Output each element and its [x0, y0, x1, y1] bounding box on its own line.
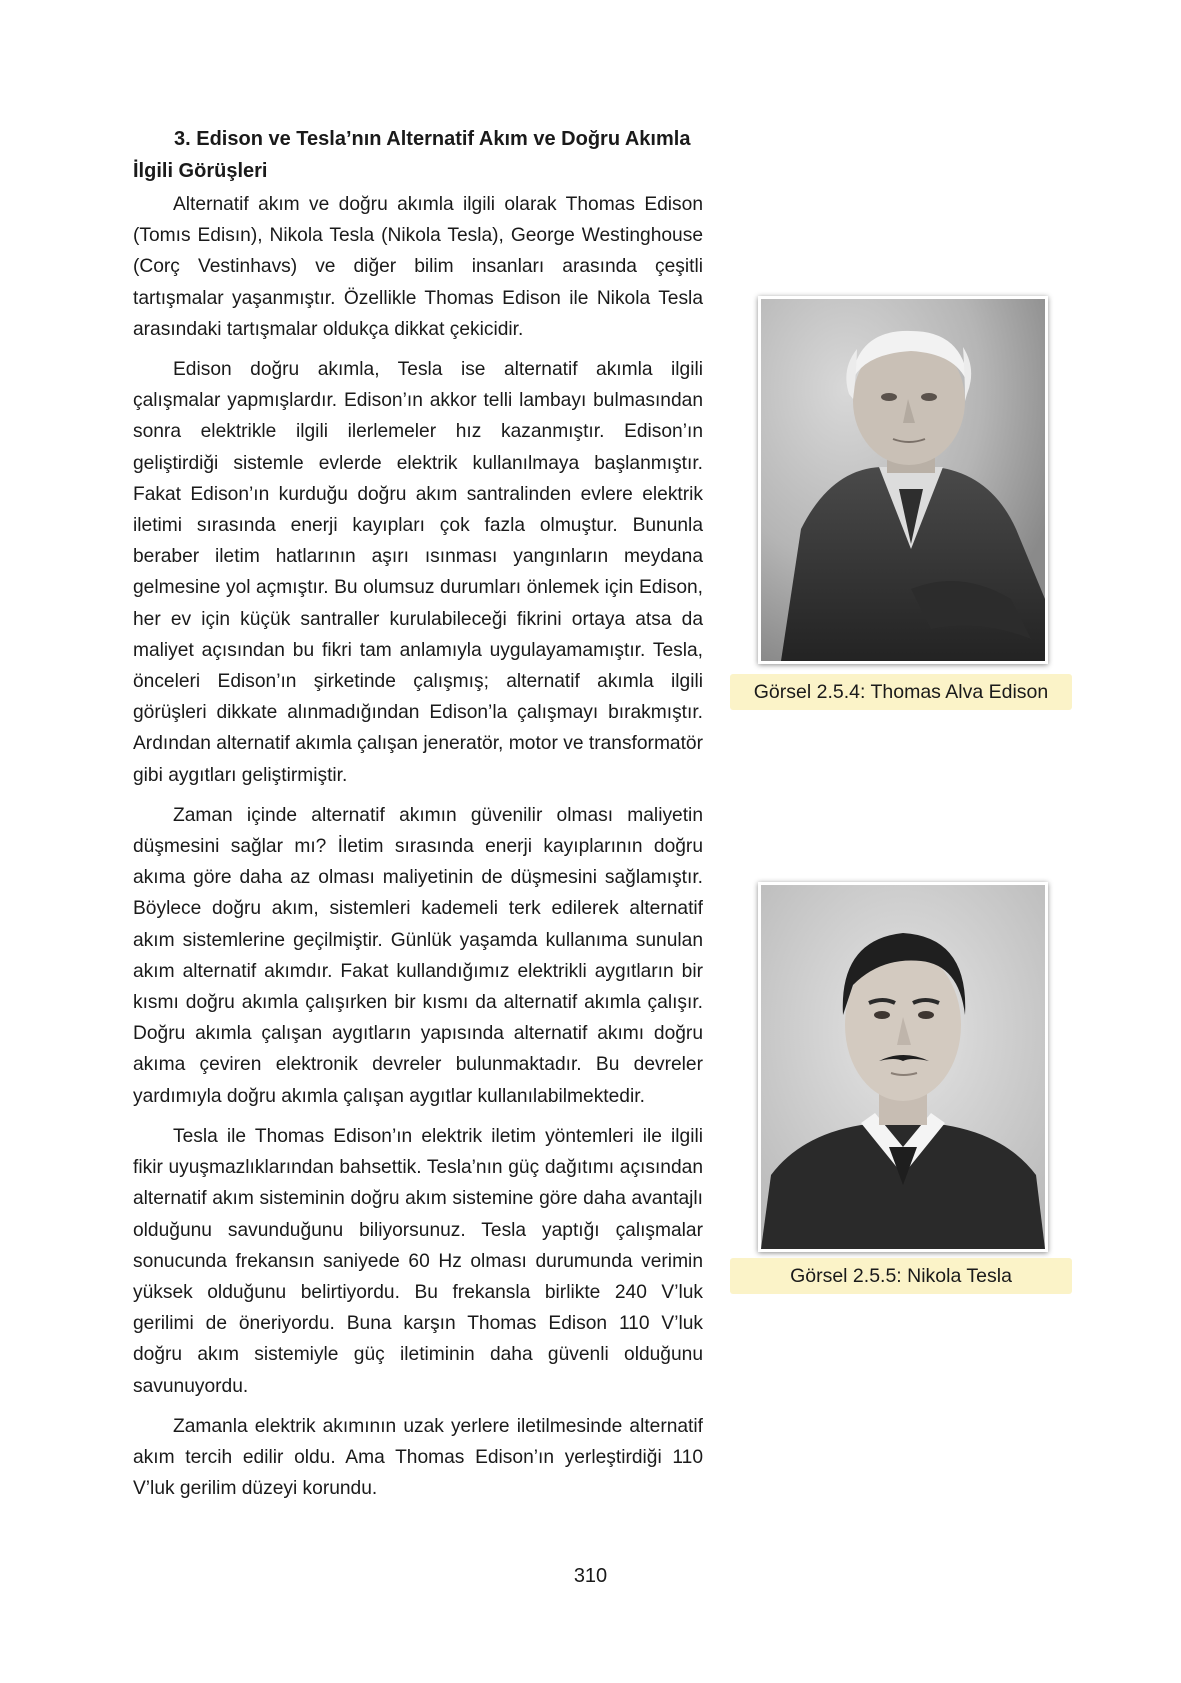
paragraph-2: Edison doğru akımla, Tesla ise alternatif akımla ilgili çalışmalar yapmışlardır. Edison’ın akkor telli lambayı bulmasından sonra elektrikle ilgili ilerlemeler hız kazanmıştır. Edison’ın geliştirdiği sistemle evlerde elektrik kullanılmaya başlanmıştır. Fakat Edison’ın kurduğu doğru akım santralinden evlere elektrik iletimi sırasında enerji kayıpları çok fazla olmuştur. Bununla beraber iletim hatlarının aşırı ısınması yangınların meydana gelmesine yol açmıştır. Bu olumsuz durumları önlemek için Edison, her ev için küçük santraller kurulabileceği fikrini ortaya atsa da maliyet açısından bu fikri tam anlamıyla uygulayamamıştır. Tesla, önceleri Edison’ın şirketinde çalışmış; alternatif akımla ilgili görüşleri dikkate alınmadığından Edison’la çalışmayı bırakmıştır. Ardından alternatif akımla çalışan jeneratör, motor ve transformatör gibi aygıtları geliştirmiştir.: [133, 359, 703, 786]
paragraph-1: Alternatif akım ve doğru akımla ilgili olarak Thomas Edison (Tomıs Edisın), Nikola Tesla (Nikola Tesla), George Westinghouse (Corç Vestinhavs) ve diğer bilim insanları arasında çeşitli tartışmalar yaşanmıştır. Özellikle Thomas Edison ile Nikola Tesla arasındaki tartışmalar oldukça dikkat çekicidir.: [133, 194, 703, 340]
paragraph-4: Tesla ile Thomas Edison’ın elektrik iletim yöntemleri ile ilgili fikir uyuşmazlıklarından bahsettik. Tesla’nın güç dağıtımı açısından alternatif akım sisteminin doğru akım sistemine göre daha avantajlı olduğunu savunduğunu biliyorsunuz. Tesla yaptığı çalışmalar sonucunda frekansın saniyede 60 Hz olması durumunda verimin yüksek olduğunu belirtiyordu. Bu frekansla birlikte 240 V’luk gerilimi de öneriyordu. Buna karşın Thomas Edison 110 V’luk doğru akım sistemiyle güç iletiminin daha güvenli olduğunu savunuyordu.: [133, 1125, 703, 1397]
tesla-photo: [758, 882, 1048, 1252]
tesla-caption: Görsel 2.5.5: Nikola Tesla: [730, 1258, 1072, 1294]
section-heading: [133, 123, 703, 187]
section-number: 3.: [174, 128, 191, 150]
edison-portrait-illustration: [761, 299, 1045, 661]
paragraph-5: Zamanla elektrik akımının uzak yerlere iletilmesinde alternatif akım tercih edilir oldu. Ama Thomas Edison’ın yerleştirdiği 110 V’luk gerilim düzeyi korundu.: [133, 1415, 703, 1500]
paragraph-3: Zaman içinde alternatif akımın güvenilir olması maliyetin düşmesini sağlar mı? İletim sırasında enerji kayıplarının doğru akıma göre daha az olması maliyetinin de düşmesini sağlamıştır. Böylece doğru akım, sistemleri kademeli terk edilerek alternatif akım sistemlerine geçilmiştir. Günlük yaşamda kullanıma sunulan akım alternatif akımdır. Fakat kullandığımız elektrikli aygıtların bir kısmı doğru akımla çalışırken bir kısmı da alternatif akımla çalışır. Doğru akımla çalışan aygıtların yapısında alternatif akımı doğru akıma çeviren elektronik devreler bulunmaktadır. Bu devreler yardımıyla doğru akımla çalışan aygıtlar kullanılabilmektedir.: [133, 804, 703, 1107]
section-title-line1: Edison ve Tesla’nın Alternatif Akım ve Doğru Akımla: [196, 128, 691, 150]
tesla-portrait-illustration: [761, 885, 1045, 1249]
page-number: 310: [573, 1565, 608, 1587]
edison-caption: Görsel 2.5.4: Thomas Alva Edison: [730, 674, 1072, 710]
main-text-column: [133, 123, 703, 1513]
section-title-line2: İlgili Görüşleri: [133, 160, 268, 182]
section-heading-line1: [133, 123, 703, 155]
edison-photo: [758, 296, 1048, 664]
